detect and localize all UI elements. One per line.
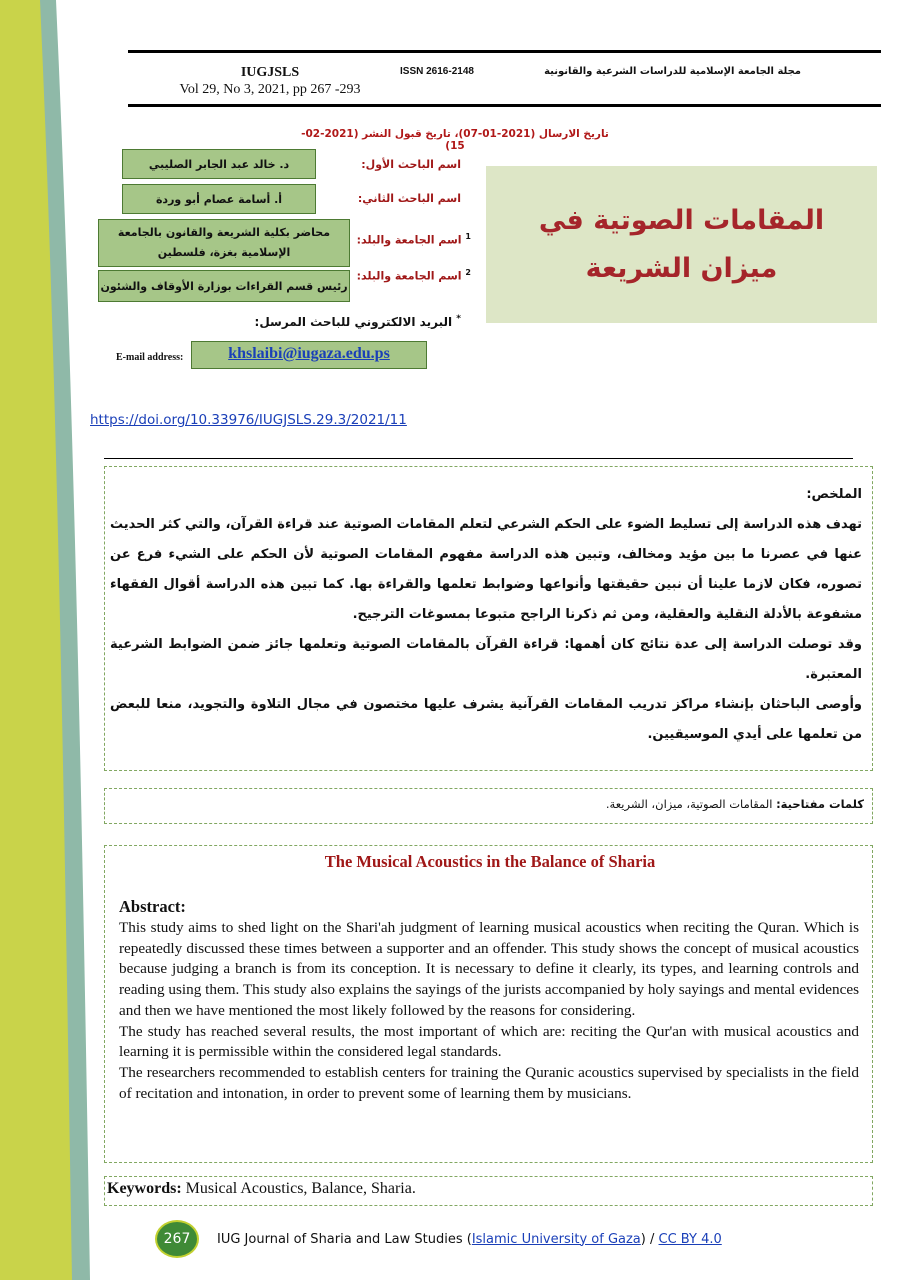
footer-text — [217, 1232, 722, 1247]
university1-value: محاضر بكلية الشريعة والقانون بالجامعة الإسلامية بغزة، فلسطين — [98, 219, 350, 267]
section-divider — [104, 458, 853, 459]
issn: ISSN 2616-2148 — [400, 66, 474, 77]
journal-abbr: IUGJSLS — [240, 65, 300, 80]
english-keywords-value: Musical Acoustics, Balance, Sharia. — [185, 1180, 416, 1197]
email-label-en: E-mail address: — [116, 352, 184, 363]
english-abstract-heading: Abstract: — [119, 897, 186, 916]
english-abstract-p3: The researchers recommended to establish centers for training the Quranic acoustics supervised by specialists in the field of recitation and intonation, in order to prevent some of learning them by musicians. — [119, 1063, 859, 1102]
english-abstract — [119, 896, 859, 1104]
page-number: 267 — [163, 1231, 191, 1247]
email-link[interactable]: khslaibi@iugaza.edu.ps — [228, 345, 390, 362]
footer-journal: IUG Journal of Sharia and Law Studies ( — [217, 1231, 472, 1247]
arabic-title: المقامات الصوتية في ميزان الشريعة — [538, 204, 825, 284]
second-author-label: اسم الباحث الثاني: — [357, 192, 461, 205]
english-abstract-p2: The study has reached several results, the most important of which are: reciting the Qur'an with musical acoustics and learning it is permissible within the considered legal standards. — [119, 1022, 859, 1061]
arabic-keywords — [110, 790, 864, 818]
doi-link[interactable]: https://doi.org/10.33976/IUGJSLS.29.3/2021/11 — [90, 412, 407, 428]
english-abstract-p1: This study aims to shed light on the Shari'ah judgment of learning musical acoustics when reciting the Quran. Which is repeatedly discussed these times between a supporter and an offender. This study shows the concept of musical acoustics because judging a branch is from its conception. It is necessary to define it clearly, its types, and learning controls and reading using them. This study also explains the sayings of the jurists accompanied by holy sayings and mental evidences and then we have mentioned the most likely followed by the reasons for considering. — [119, 919, 859, 1019]
arabic-abstract-p2: وقد توصلت الدراسة إلى عدة نتائج كان أهمها: قراءة القرآن بالمقامات الصوتية وتعلمها جائز ضمن الضوابط الشرعية المعتبرة. — [110, 637, 862, 682]
decorative-side-band — [0, 0, 90, 1280]
corresponding-email-label — [255, 314, 461, 329]
submission-dates: تاريخ الارسال (2021-01-07)، تاريخ قبول النشر (2021-02-15) — [301, 128, 609, 152]
header-bottom-rule — [128, 104, 881, 107]
journal-citation — [160, 64, 380, 98]
affiliation-mark-2: 2 — [465, 268, 471, 277]
arabic-title-box — [486, 166, 877, 323]
university2-label-text: اسم الجامعة والبلد: — [356, 269, 462, 283]
arabic-keywords-value: المقامات الصوتية، ميزان، الشريعة. — [605, 797, 773, 811]
first-author-name: د. خالد عبد الجابر الصليبي — [122, 149, 316, 179]
university1-label-text: اسم الجامعة والبلد: — [356, 233, 462, 247]
volume-info: Vol 29, No 3, 2021, pp 267 -293 — [179, 82, 361, 97]
footer-university-link[interactable]: Islamic University of Gaza — [471, 1231, 641, 1247]
second-author-name: أ. أسامة عصام أبو وردة — [122, 184, 316, 214]
arabic-abstract-p3: وأوصى الباحثان بإنشاء مراكز تدريب المقامات القرآنية يشرف عليها مختصون في مجال التلاوة والتجويد، منعا للبعض من تعلمها على أيدي الموسيقيين. — [110, 697, 862, 742]
page-number-badge — [155, 1220, 199, 1258]
english-title: The Musical Acoustics in the Balance of Sharia — [324, 852, 656, 871]
university2-value: رئيس قسم القراءات بوزارة الأوقاف والشئون — [98, 270, 350, 302]
english-keywords — [107, 1180, 416, 1198]
header-top-rule — [128, 50, 881, 53]
university2-label — [357, 268, 471, 283]
arabic-abstract-p1: تهدف هذه الدراسة إلى تسليط الضوء على الحكم الشرعي لتعلم المقامات الصوتية عند قراءة القرآن، والتي كثر الحديث عنها في عصرنا ما بين مؤيد ومخالف، وتبين هذه الدراسة مفهوم المقامات الصوتية لأن الحكم على الشيء فرع عن تصوره، فكان لازما علينا أن نبين حقيقتها وأنواعها وضوابط تعلمها والقراءة بها. كما تبين هذه الدراسة أقوال الفقهاء مشفوعة بالأدلة النقلية والعقلية، ومن ثم ذكرنا الراجح متبوعا بمسوغات الترجيح. — [110, 517, 862, 622]
footer-license-link[interactable]: CC BY 4.0 — [658, 1231, 722, 1247]
email-label-ar: البريد الالكتروني للباحث المرسل: — [254, 315, 453, 329]
corresponding-mark: * — [456, 314, 461, 324]
english-keywords-label: Keywords: — [107, 1180, 182, 1197]
arabic-abstract — [110, 480, 862, 750]
affiliation-mark-1: 1 — [465, 232, 471, 241]
arabic-keywords-label: كلمات مفتاحية: — [776, 797, 864, 811]
arabic-abstract-heading: الملخص: — [806, 487, 862, 502]
email-box — [191, 341, 427, 369]
first-author-label: اسم الباحث الأول: — [361, 158, 461, 171]
university1-label — [357, 232, 471, 247]
page-footer — [155, 1220, 722, 1258]
journal-name-ar: مجلة الجامعة الإسلامية للدراسات الشرعية والقانونية — [544, 66, 801, 77]
footer-separator: ) / — [640, 1231, 655, 1247]
